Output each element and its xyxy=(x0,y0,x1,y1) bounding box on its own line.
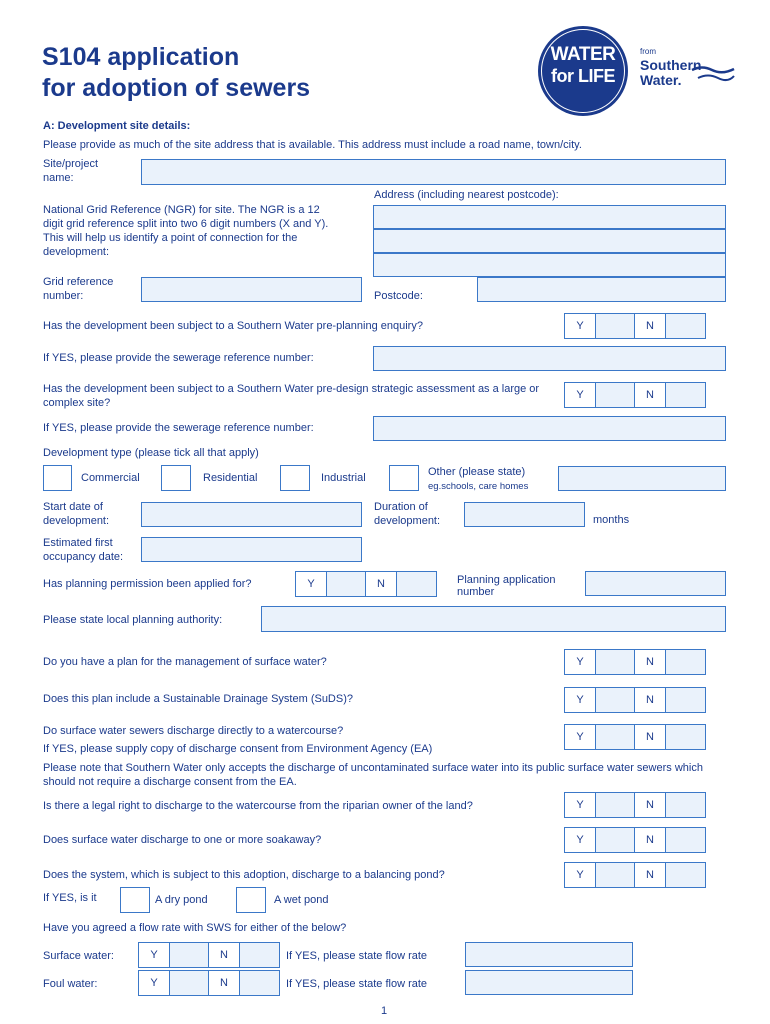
occupancy-label: Estimated first occupancy date: xyxy=(43,537,124,563)
predesign-yn: Y N xyxy=(564,382,706,408)
address-line-1-input[interactable] xyxy=(373,205,726,229)
start-date-input[interactable] xyxy=(141,502,362,527)
suds-yn: Y N xyxy=(564,687,706,713)
wet-pond-checkbox[interactable] xyxy=(236,887,266,913)
planning-app-label: Planning application number xyxy=(457,574,556,598)
q-surface-plan: Do you have a plan for the management of surface water? xyxy=(43,656,327,668)
other-input[interactable] xyxy=(558,466,726,491)
brand-line-2: Water. xyxy=(640,72,682,88)
q-discharge-note: If YES, please supply copy of discharge consent from Environment Agency (EA) xyxy=(43,743,433,755)
planning-yes-checkbox[interactable] xyxy=(326,572,366,596)
section-a-intro: Please provide as much of the site address that is available. This address must include a road name, town/city. xyxy=(43,139,582,151)
grid-ref-input[interactable] xyxy=(141,277,362,302)
months-label: months xyxy=(593,514,630,526)
q-lpa: Please state local planning authority: xyxy=(43,614,223,626)
industrial-label: Industrial xyxy=(321,472,366,484)
surface-plan-yes-checkbox[interactable] xyxy=(595,650,635,674)
other-label: Other (please state) xyxy=(428,466,526,478)
wet-pond-label: A wet pond xyxy=(274,894,329,906)
ngr-explanation: National Grid Reference (NGR) for site. The NGR is a 12 digit grid reference split into two 6 digit numbers (X and Y). This will help us identify a point of connection for the development: xyxy=(43,204,329,258)
suds-no-checkbox[interactable] xyxy=(665,688,705,712)
suds-yes-checkbox[interactable] xyxy=(595,688,635,712)
planning-app-input[interactable] xyxy=(585,571,726,596)
legal-right-no-checkbox[interactable] xyxy=(665,793,705,817)
q-legal-right: Is there a legal right to discharge to the watercourse from the riparian owner of the land? xyxy=(43,800,473,812)
wave-icon xyxy=(690,64,736,86)
site-name-label: Site/project name: xyxy=(43,158,99,184)
foul-flow-rate-input[interactable] xyxy=(465,970,633,995)
predesign-no-checkbox[interactable] xyxy=(665,383,705,407)
q-planning: Has planning permission been applied for? xyxy=(43,578,252,590)
postcode-input[interactable] xyxy=(477,277,726,302)
preplanning-yn: Y N xyxy=(564,313,706,339)
other-checkbox[interactable] xyxy=(389,465,419,491)
discharge-yes-checkbox[interactable] xyxy=(595,725,635,749)
surface-water-no-checkbox[interactable] xyxy=(239,943,279,967)
commercial-checkbox[interactable] xyxy=(43,465,72,491)
surface-water-yn: Y N xyxy=(138,942,280,968)
balancing-no-checkbox[interactable] xyxy=(665,863,705,887)
logo-line-2: for LIFE xyxy=(551,66,615,86)
logo-from: from xyxy=(640,47,656,56)
foul-flow-rate-label: If YES, please state flow rate xyxy=(286,978,428,990)
if-yes-is-it: If YES, is it xyxy=(43,892,97,904)
foul-water-no-checkbox[interactable] xyxy=(239,971,279,995)
q-discharge: Do surface water sewers discharge directly to a watercourse? xyxy=(43,725,344,737)
note-uncontaminated: Please note that Southern Water only accepts the discharge of uncontaminated surface water into its public surface water sewers which should not require a discharge consent from the EA. xyxy=(43,762,703,788)
sewerage-ref-1-input[interactable] xyxy=(373,346,726,371)
page-title xyxy=(42,42,310,104)
preplanning-no-checkbox[interactable] xyxy=(665,314,705,338)
logo-line-1: WATER xyxy=(550,44,616,65)
q-balancing: Does the system, which is subject to this adoption, discharge to a balancing pond? xyxy=(43,869,445,881)
discharge-yn: Y N xyxy=(564,724,706,750)
soakaway-yes-checkbox[interactable] xyxy=(595,828,635,852)
surface-plan-no-checkbox[interactable] xyxy=(665,650,705,674)
surface-water-label: Surface water: xyxy=(43,950,114,962)
other-hint: eg.schools, care homes xyxy=(428,481,529,492)
title-line-2: for adoption of sewers xyxy=(42,74,311,102)
dev-type-label: Development type (please tick all that apply) xyxy=(43,447,259,459)
preplanning-yes-checkbox[interactable] xyxy=(595,314,635,338)
site-name-input[interactable] xyxy=(141,159,726,185)
foul-water-yes-checkbox[interactable] xyxy=(169,971,209,995)
q-predesign: Has the development been subject to a Southern Water pre-design strategic assessment as a large or complex site? xyxy=(43,383,540,409)
address-line-2-input[interactable] xyxy=(373,229,726,253)
lpa-input[interactable] xyxy=(261,606,726,632)
planning-yn: Y N xyxy=(295,571,437,597)
q-soakaway: Does surface water discharge to one or more soakaway? xyxy=(43,834,322,846)
surface-flow-rate-input[interactable] xyxy=(465,942,633,967)
legal-right-yn: Y N xyxy=(564,792,706,818)
brand-line-1: Southern xyxy=(640,57,702,73)
planning-no-checkbox[interactable] xyxy=(396,572,436,596)
predesign-yes-checkbox[interactable] xyxy=(595,383,635,407)
q-preplanning: Has the development been subject to a Southern Water pre-planning enquiry? xyxy=(43,320,423,332)
address-label: Address (including nearest postcode): xyxy=(374,189,559,201)
section-a-heading: A: Development site details: xyxy=(43,120,191,132)
duration-label: Duration of development: xyxy=(374,501,441,527)
commercial-label: Commercial xyxy=(81,472,140,484)
page-number: 1 xyxy=(381,1005,388,1017)
occupancy-date-input[interactable] xyxy=(141,537,362,562)
legal-right-yes-checkbox[interactable] xyxy=(595,793,635,817)
q-suds: Does this plan include a Sustainable Drainage System (SuDS)? xyxy=(43,693,353,705)
residential-checkbox[interactable] xyxy=(161,465,191,491)
dry-pond-label: A dry pond xyxy=(155,894,208,906)
discharge-no-checkbox[interactable] xyxy=(665,725,705,749)
grid-ref-label: Grid reference number: xyxy=(43,276,114,302)
soakaway-no-checkbox[interactable] xyxy=(665,828,705,852)
q-ref-2: If YES, please provide the sewerage reference number: xyxy=(43,422,314,434)
duration-input[interactable] xyxy=(464,502,585,527)
postcode-label: Postcode: xyxy=(374,290,423,302)
surface-flow-rate-label: If YES, please state flow rate xyxy=(286,950,428,962)
surface-water-yes-checkbox[interactable] xyxy=(169,943,209,967)
soakaway-yn: Y N xyxy=(564,827,706,853)
start-date-label: Start date of development: xyxy=(43,501,110,527)
surface-plan-yn: Y N xyxy=(564,649,706,675)
sewerage-ref-2-input[interactable] xyxy=(373,416,726,441)
title-line-1: S104 application xyxy=(42,43,240,71)
industrial-checkbox[interactable] xyxy=(280,465,310,491)
foul-water-yn: Y N xyxy=(138,970,280,996)
foul-water-label: Foul water: xyxy=(43,978,98,990)
q-ref-1: If YES, please provide the sewerage reference number: xyxy=(43,352,314,364)
balancing-yn: Y N xyxy=(564,862,706,888)
address-line-3-input[interactable] xyxy=(373,253,726,277)
residential-label: Residential xyxy=(203,472,258,484)
dry-pond-checkbox[interactable] xyxy=(120,887,150,913)
balancing-yes-checkbox[interactable] xyxy=(595,863,635,887)
q-flow-rate: Have you agreed a flow rate with SWS for either of the below? xyxy=(43,922,347,934)
